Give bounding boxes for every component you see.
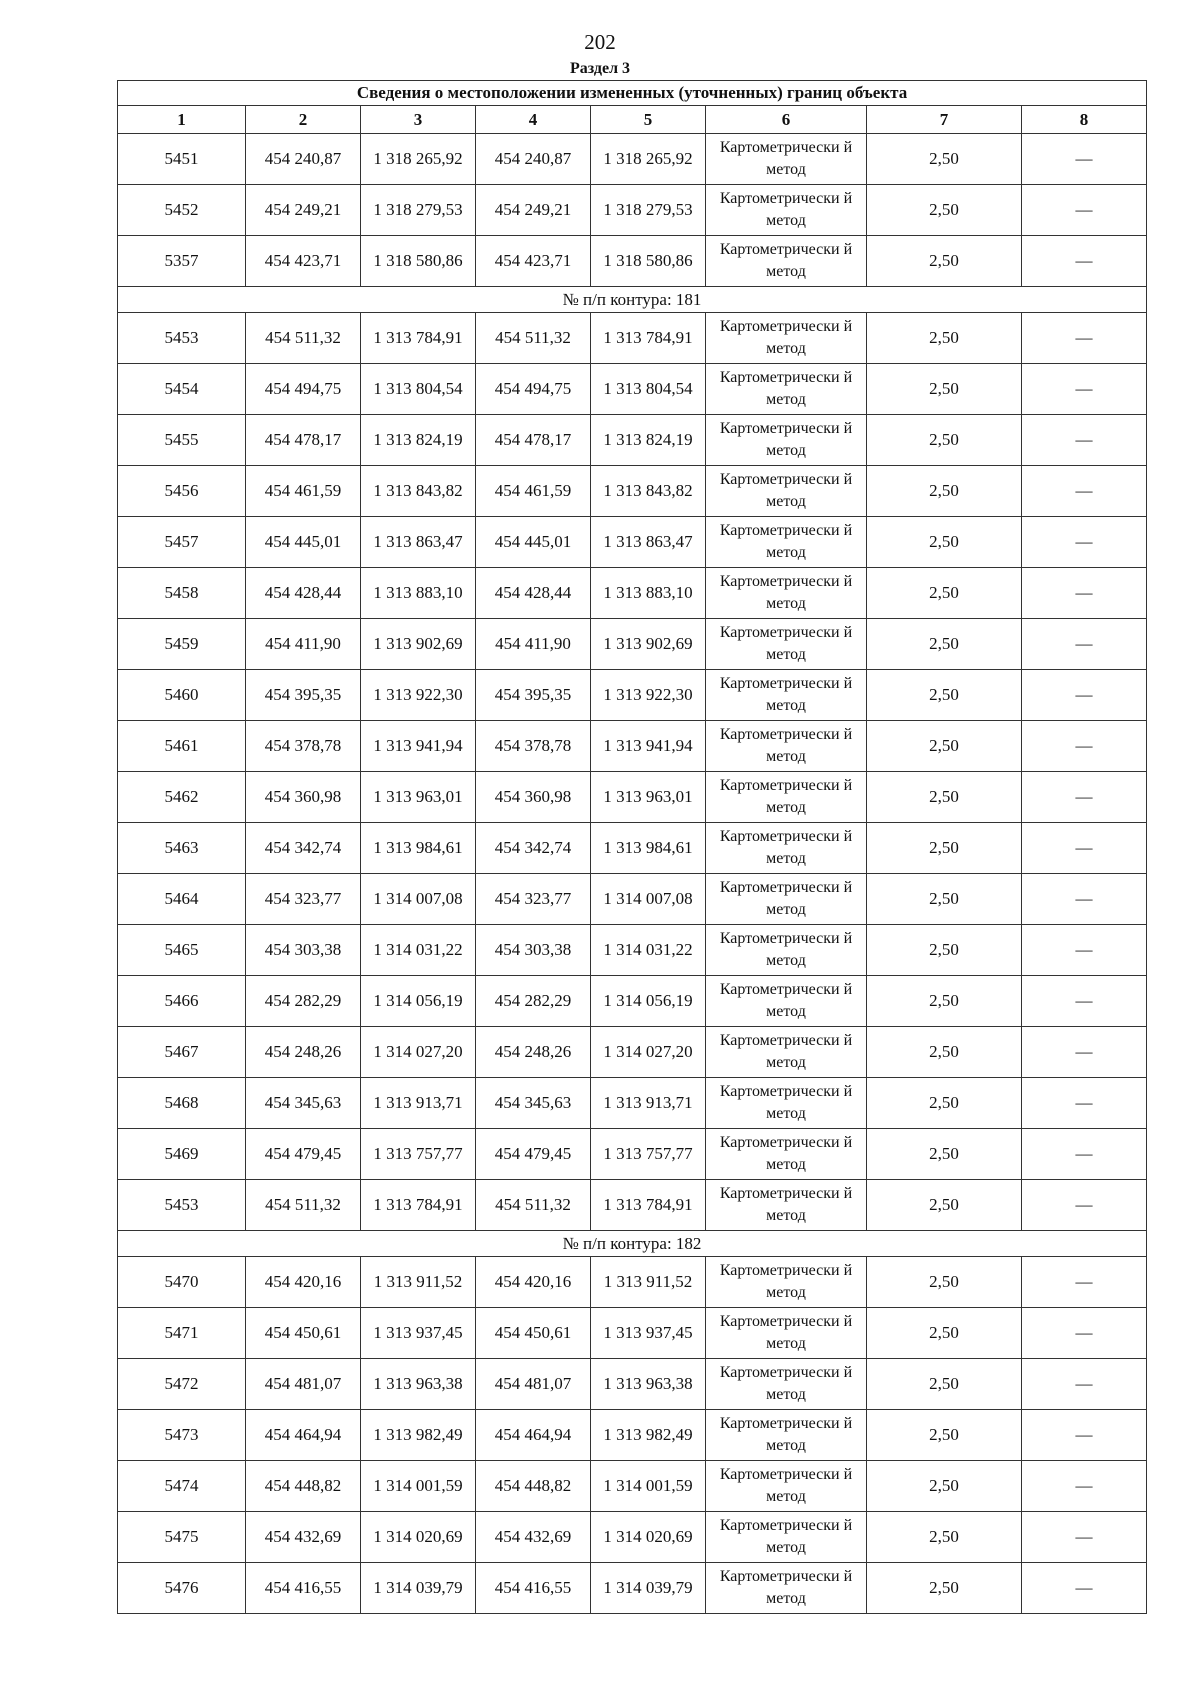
cell-y-new: 1 313 937,45 [591, 1308, 706, 1359]
cell-y-existing: 1 314 001,59 [361, 1461, 476, 1512]
cell-y-existing: 1 318 265,92 [361, 134, 476, 185]
cell-method: Картометрически й метод [706, 1308, 867, 1359]
cell-y-new: 1 314 031,22 [591, 925, 706, 976]
cell-method: Картометрически й метод [706, 1257, 867, 1308]
cell-y-existing: 1 313 804,54 [361, 364, 476, 415]
cell-y-existing: 1 313 824,19 [361, 415, 476, 466]
table-row [118, 670, 1147, 721]
cell-method: Картометрически й метод [706, 517, 867, 568]
cell-description: — [1022, 1257, 1147, 1308]
cell-x-existing: 454 478,17 [246, 415, 361, 466]
cell-x-existing: 454 342,74 [246, 823, 361, 874]
cell-y-existing: 1 313 982,49 [361, 1410, 476, 1461]
cell-accuracy: 2,50 [867, 415, 1022, 466]
cell-point-number: 5472 [118, 1359, 246, 1410]
column-header-1: 1 [118, 106, 246, 134]
cell-description: — [1022, 670, 1147, 721]
cell-point-number: 5459 [118, 619, 246, 670]
table-caption: Сведения о местоположении измененных (уточненных) границ объекта [118, 81, 1147, 106]
cell-description: — [1022, 976, 1147, 1027]
cell-point-number: 5470 [118, 1257, 246, 1308]
cell-y-new: 1 313 982,49 [591, 1410, 706, 1461]
cell-y-existing: 1 314 007,08 [361, 874, 476, 925]
cell-accuracy: 2,50 [867, 1180, 1022, 1231]
cell-point-number: 5465 [118, 925, 246, 976]
table-row [118, 619, 1147, 670]
cell-y-new: 1 314 001,59 [591, 1461, 706, 1512]
cell-method: Картометрически й метод [706, 976, 867, 1027]
cell-x-new: 454 248,26 [476, 1027, 591, 1078]
cell-x-existing: 454 479,45 [246, 1129, 361, 1180]
cell-y-new: 1 313 902,69 [591, 619, 706, 670]
cell-point-number: 5461 [118, 721, 246, 772]
cell-method: Картометрически й метод [706, 670, 867, 721]
cell-x-new: 454 479,45 [476, 1129, 591, 1180]
cell-x-existing: 454 511,32 [246, 1180, 361, 1231]
cell-y-new: 1 313 984,61 [591, 823, 706, 874]
cell-y-new: 1 313 824,19 [591, 415, 706, 466]
cell-x-new: 454 448,82 [476, 1461, 591, 1512]
cell-accuracy: 2,50 [867, 874, 1022, 925]
cell-point-number: 5454 [118, 364, 246, 415]
cell-x-new: 454 345,63 [476, 1078, 591, 1129]
cell-point-number: 5456 [118, 466, 246, 517]
cell-method: Картометрически й метод [706, 1180, 867, 1231]
cell-y-existing: 1 318 580,86 [361, 236, 476, 287]
table-row [118, 517, 1147, 568]
table-row [118, 1512, 1147, 1563]
cell-point-number: 5473 [118, 1410, 246, 1461]
cell-x-existing: 454 445,01 [246, 517, 361, 568]
cell-x-existing: 454 411,90 [246, 619, 361, 670]
cell-point-number: 5463 [118, 823, 246, 874]
cell-x-existing: 454 282,29 [246, 976, 361, 1027]
table-row [118, 185, 1147, 236]
cell-method: Картометрически й метод [706, 236, 867, 287]
cell-y-new: 1 313 757,77 [591, 1129, 706, 1180]
cell-y-existing: 1 313 937,45 [361, 1308, 476, 1359]
cell-method: Картометрически й метод [706, 1359, 867, 1410]
column-header-4: 4 [476, 106, 591, 134]
contour-label: № п/п контура: 182 [118, 1231, 1147, 1257]
cell-y-new: 1 313 784,91 [591, 313, 706, 364]
cell-accuracy: 2,50 [867, 1129, 1022, 1180]
cell-accuracy: 2,50 [867, 1563, 1022, 1614]
cell-accuracy: 2,50 [867, 1512, 1022, 1563]
cell-x-new: 454 323,77 [476, 874, 591, 925]
cell-description: — [1022, 568, 1147, 619]
cell-x-existing: 454 378,78 [246, 721, 361, 772]
cell-accuracy: 2,50 [867, 1027, 1022, 1078]
cell-x-existing: 454 303,38 [246, 925, 361, 976]
cell-accuracy: 2,50 [867, 517, 1022, 568]
table-row [118, 874, 1147, 925]
cell-y-new: 1 318 279,53 [591, 185, 706, 236]
cell-x-new: 454 428,44 [476, 568, 591, 619]
cell-x-new: 454 416,55 [476, 1563, 591, 1614]
cell-description: — [1022, 1180, 1147, 1231]
cell-x-new: 454 511,32 [476, 1180, 591, 1231]
cell-y-existing: 1 314 031,22 [361, 925, 476, 976]
cell-x-existing: 454 360,98 [246, 772, 361, 823]
cell-method: Картометрически й метод [706, 1027, 867, 1078]
cell-accuracy: 2,50 [867, 619, 1022, 670]
cell-y-existing: 1 313 984,61 [361, 823, 476, 874]
cell-y-new: 1 313 963,38 [591, 1359, 706, 1410]
cell-y-existing: 1 313 913,71 [361, 1078, 476, 1129]
table-row [118, 1129, 1147, 1180]
cell-x-new: 454 303,38 [476, 925, 591, 976]
cell-accuracy: 2,50 [867, 466, 1022, 517]
cell-accuracy: 2,50 [867, 925, 1022, 976]
cell-x-existing: 454 395,35 [246, 670, 361, 721]
cell-x-new: 454 478,17 [476, 415, 591, 466]
cell-description: — [1022, 1512, 1147, 1563]
table-row [118, 1410, 1147, 1461]
cell-description: — [1022, 1563, 1147, 1614]
cell-point-number: 5466 [118, 976, 246, 1027]
cell-description: — [1022, 1410, 1147, 1461]
cell-y-existing: 1 313 941,94 [361, 721, 476, 772]
cell-x-new: 454 282,29 [476, 976, 591, 1027]
cell-description: — [1022, 134, 1147, 185]
cell-y-existing: 1 314 027,20 [361, 1027, 476, 1078]
table-row [118, 236, 1147, 287]
cell-y-existing: 1 313 963,01 [361, 772, 476, 823]
cell-description: — [1022, 1027, 1147, 1078]
table-row [118, 134, 1147, 185]
cell-accuracy: 2,50 [867, 976, 1022, 1027]
cell-x-existing: 454 423,71 [246, 236, 361, 287]
cell-point-number: 5474 [118, 1461, 246, 1512]
table-row [118, 1563, 1147, 1614]
cell-method: Картометрически й метод [706, 1563, 867, 1614]
cell-description: — [1022, 925, 1147, 976]
cell-method: Картометрически й метод [706, 772, 867, 823]
cell-method: Картометрически й метод [706, 874, 867, 925]
cell-point-number: 5458 [118, 568, 246, 619]
table-row [118, 721, 1147, 772]
cell-y-new: 1 313 883,10 [591, 568, 706, 619]
cell-x-new: 454 240,87 [476, 134, 591, 185]
cell-accuracy: 2,50 [867, 1410, 1022, 1461]
cell-y-new: 1 313 911,52 [591, 1257, 706, 1308]
cell-description: — [1022, 364, 1147, 415]
cell-point-number: 5469 [118, 1129, 246, 1180]
cell-y-new: 1 313 922,30 [591, 670, 706, 721]
cell-y-existing: 1 318 279,53 [361, 185, 476, 236]
cell-method: Картометрически й метод [706, 1410, 867, 1461]
cell-y-new: 1 313 784,91 [591, 1180, 706, 1231]
column-header-3: 3 [361, 106, 476, 134]
contour-label: № п/п контура: 181 [118, 287, 1147, 313]
cell-method: Картометрически й метод [706, 1129, 867, 1180]
table-row [118, 1308, 1147, 1359]
cell-accuracy: 2,50 [867, 1078, 1022, 1129]
cell-y-existing: 1 314 056,19 [361, 976, 476, 1027]
table-row [118, 1359, 1147, 1410]
cell-x-existing: 454 511,32 [246, 313, 361, 364]
cell-x-new: 454 511,32 [476, 313, 591, 364]
cell-y-existing: 1 313 883,10 [361, 568, 476, 619]
coordinates-table [117, 80, 1147, 1614]
cell-x-existing: 454 464,94 [246, 1410, 361, 1461]
cell-point-number: 5468 [118, 1078, 246, 1129]
cell-y-new: 1 313 941,94 [591, 721, 706, 772]
cell-x-new: 454 342,74 [476, 823, 591, 874]
cell-description: — [1022, 823, 1147, 874]
cell-method: Картометрически й метод [706, 313, 867, 364]
cell-method: Картометрически й метод [706, 415, 867, 466]
cell-method: Картометрически й метод [706, 568, 867, 619]
cell-x-new: 454 360,98 [476, 772, 591, 823]
cell-y-existing: 1 314 020,69 [361, 1512, 476, 1563]
cell-method: Картометрически й метод [706, 1461, 867, 1512]
cell-method: Картометрически й метод [706, 466, 867, 517]
cell-point-number: 5460 [118, 670, 246, 721]
cell-x-existing: 454 428,44 [246, 568, 361, 619]
cell-description: — [1022, 1308, 1147, 1359]
column-header-row [118, 106, 1147, 134]
cell-y-existing: 1 313 863,47 [361, 517, 476, 568]
cell-y-new: 1 318 580,86 [591, 236, 706, 287]
cell-x-existing: 454 450,61 [246, 1308, 361, 1359]
table-row [118, 1078, 1147, 1129]
cell-description: — [1022, 313, 1147, 364]
cell-accuracy: 2,50 [867, 823, 1022, 874]
cell-y-existing: 1 313 963,38 [361, 1359, 476, 1410]
cell-method: Картометрически й метод [706, 185, 867, 236]
cell-method: Картометрически й метод [706, 925, 867, 976]
cell-x-existing: 454 481,07 [246, 1359, 361, 1410]
table-row [118, 1461, 1147, 1512]
cell-x-existing: 454 249,21 [246, 185, 361, 236]
cell-accuracy: 2,50 [867, 670, 1022, 721]
cell-x-new: 454 423,71 [476, 236, 591, 287]
cell-description: — [1022, 1461, 1147, 1512]
contour-row [118, 1231, 1147, 1257]
cell-accuracy: 2,50 [867, 721, 1022, 772]
table-row [118, 466, 1147, 517]
cell-point-number: 5453 [118, 1180, 246, 1231]
cell-x-new: 454 464,94 [476, 1410, 591, 1461]
page-number: 202 [584, 30, 616, 54]
cell-x-existing: 454 420,16 [246, 1257, 361, 1308]
cell-y-new: 1 313 963,01 [591, 772, 706, 823]
cell-y-new: 1 313 843,82 [591, 466, 706, 517]
cell-y-existing: 1 313 784,91 [361, 313, 476, 364]
cell-y-existing: 1 313 757,77 [361, 1129, 476, 1180]
cell-x-existing: 454 323,77 [246, 874, 361, 925]
section-title: Раздел 3 [569, 60, 631, 77]
table-row [118, 1257, 1147, 1308]
cell-method: Картометрически й метод [706, 1512, 867, 1563]
table-row [118, 415, 1147, 466]
column-header-2: 2 [246, 106, 361, 134]
cell-x-new: 454 450,61 [476, 1308, 591, 1359]
cell-x-new: 454 432,69 [476, 1512, 591, 1563]
cell-accuracy: 2,50 [867, 1308, 1022, 1359]
cell-y-existing: 1 313 843,82 [361, 466, 476, 517]
cell-description: — [1022, 1078, 1147, 1129]
cell-point-number: 5453 [118, 313, 246, 364]
cell-description: — [1022, 415, 1147, 466]
cell-x-existing: 454 432,69 [246, 1512, 361, 1563]
table-row [118, 823, 1147, 874]
cell-y-existing: 1 313 784,91 [361, 1180, 476, 1231]
cell-description: — [1022, 874, 1147, 925]
cell-y-existing: 1 313 922,30 [361, 670, 476, 721]
cell-x-existing: 454 494,75 [246, 364, 361, 415]
cell-accuracy: 2,50 [867, 185, 1022, 236]
table-row [118, 364, 1147, 415]
column-header-6: 6 [706, 106, 867, 134]
table-row [118, 1027, 1147, 1078]
cell-point-number: 5357 [118, 236, 246, 287]
cell-x-existing: 454 448,82 [246, 1461, 361, 1512]
cell-method: Картометрически й метод [706, 823, 867, 874]
cell-point-number: 5452 [118, 185, 246, 236]
cell-x-new: 454 481,07 [476, 1359, 591, 1410]
cell-accuracy: 2,50 [867, 772, 1022, 823]
cell-x-new: 454 420,16 [476, 1257, 591, 1308]
cell-x-new: 454 461,59 [476, 466, 591, 517]
cell-description: — [1022, 721, 1147, 772]
cell-y-new: 1 313 804,54 [591, 364, 706, 415]
cell-point-number: 5467 [118, 1027, 246, 1078]
cell-x-new: 454 445,01 [476, 517, 591, 568]
cell-description: — [1022, 619, 1147, 670]
cell-point-number: 5476 [118, 1563, 246, 1614]
cell-method: Картометрически й метод [706, 364, 867, 415]
cell-point-number: 5475 [118, 1512, 246, 1563]
table-row [118, 772, 1147, 823]
column-header-8: 8 [1022, 106, 1147, 134]
cell-y-new: 1 313 863,47 [591, 517, 706, 568]
table-row [118, 925, 1147, 976]
column-header-5: 5 [591, 106, 706, 134]
cell-x-new: 454 395,35 [476, 670, 591, 721]
cell-x-new: 454 249,21 [476, 185, 591, 236]
cell-accuracy: 2,50 [867, 313, 1022, 364]
cell-accuracy: 2,50 [867, 1359, 1022, 1410]
cell-y-new: 1 313 913,71 [591, 1078, 706, 1129]
cell-point-number: 5451 [118, 134, 246, 185]
cell-accuracy: 2,50 [867, 568, 1022, 619]
cell-accuracy: 2,50 [867, 134, 1022, 185]
cell-y-existing: 1 314 039,79 [361, 1563, 476, 1614]
cell-accuracy: 2,50 [867, 1257, 1022, 1308]
cell-method: Картометрически й метод [706, 1078, 867, 1129]
cell-x-existing: 454 345,63 [246, 1078, 361, 1129]
cell-x-existing: 454 248,26 [246, 1027, 361, 1078]
cell-y-existing: 1 313 902,69 [361, 619, 476, 670]
cell-point-number: 5455 [118, 415, 246, 466]
cell-description: — [1022, 772, 1147, 823]
cell-x-existing: 454 240,87 [246, 134, 361, 185]
cell-description: — [1022, 1359, 1147, 1410]
table-row [118, 568, 1147, 619]
cell-description: — [1022, 185, 1147, 236]
table-body [118, 134, 1147, 1614]
cell-x-existing: 454 416,55 [246, 1563, 361, 1614]
cell-method: Картометрически й метод [706, 721, 867, 772]
cell-x-new: 454 411,90 [476, 619, 591, 670]
cell-description: — [1022, 1129, 1147, 1180]
cell-accuracy: 2,50 [867, 364, 1022, 415]
cell-y-new: 1 318 265,92 [591, 134, 706, 185]
table-row [118, 976, 1147, 1027]
cell-method: Картометрически й метод [706, 619, 867, 670]
cell-y-new: 1 314 020,69 [591, 1512, 706, 1563]
cell-x-new: 454 494,75 [476, 364, 591, 415]
cell-point-number: 5457 [118, 517, 246, 568]
cell-y-new: 1 314 027,20 [591, 1027, 706, 1078]
cell-y-new: 1 314 007,08 [591, 874, 706, 925]
cell-method: Картометрически й метод [706, 134, 867, 185]
cell-x-existing: 454 461,59 [246, 466, 361, 517]
cell-description: — [1022, 236, 1147, 287]
cell-point-number: 5464 [118, 874, 246, 925]
table-row [118, 313, 1147, 364]
cell-accuracy: 2,50 [867, 1461, 1022, 1512]
table-row [118, 1180, 1147, 1231]
cell-y-existing: 1 313 911,52 [361, 1257, 476, 1308]
contour-row [118, 287, 1147, 313]
column-header-7: 7 [867, 106, 1022, 134]
cell-y-new: 1 314 039,79 [591, 1563, 706, 1614]
cell-point-number: 5471 [118, 1308, 246, 1359]
cell-point-number: 5462 [118, 772, 246, 823]
cell-description: — [1022, 517, 1147, 568]
cell-accuracy: 2,50 [867, 236, 1022, 287]
cell-description: — [1022, 466, 1147, 517]
cell-y-new: 1 314 056,19 [591, 976, 706, 1027]
cell-x-new: 454 378,78 [476, 721, 591, 772]
